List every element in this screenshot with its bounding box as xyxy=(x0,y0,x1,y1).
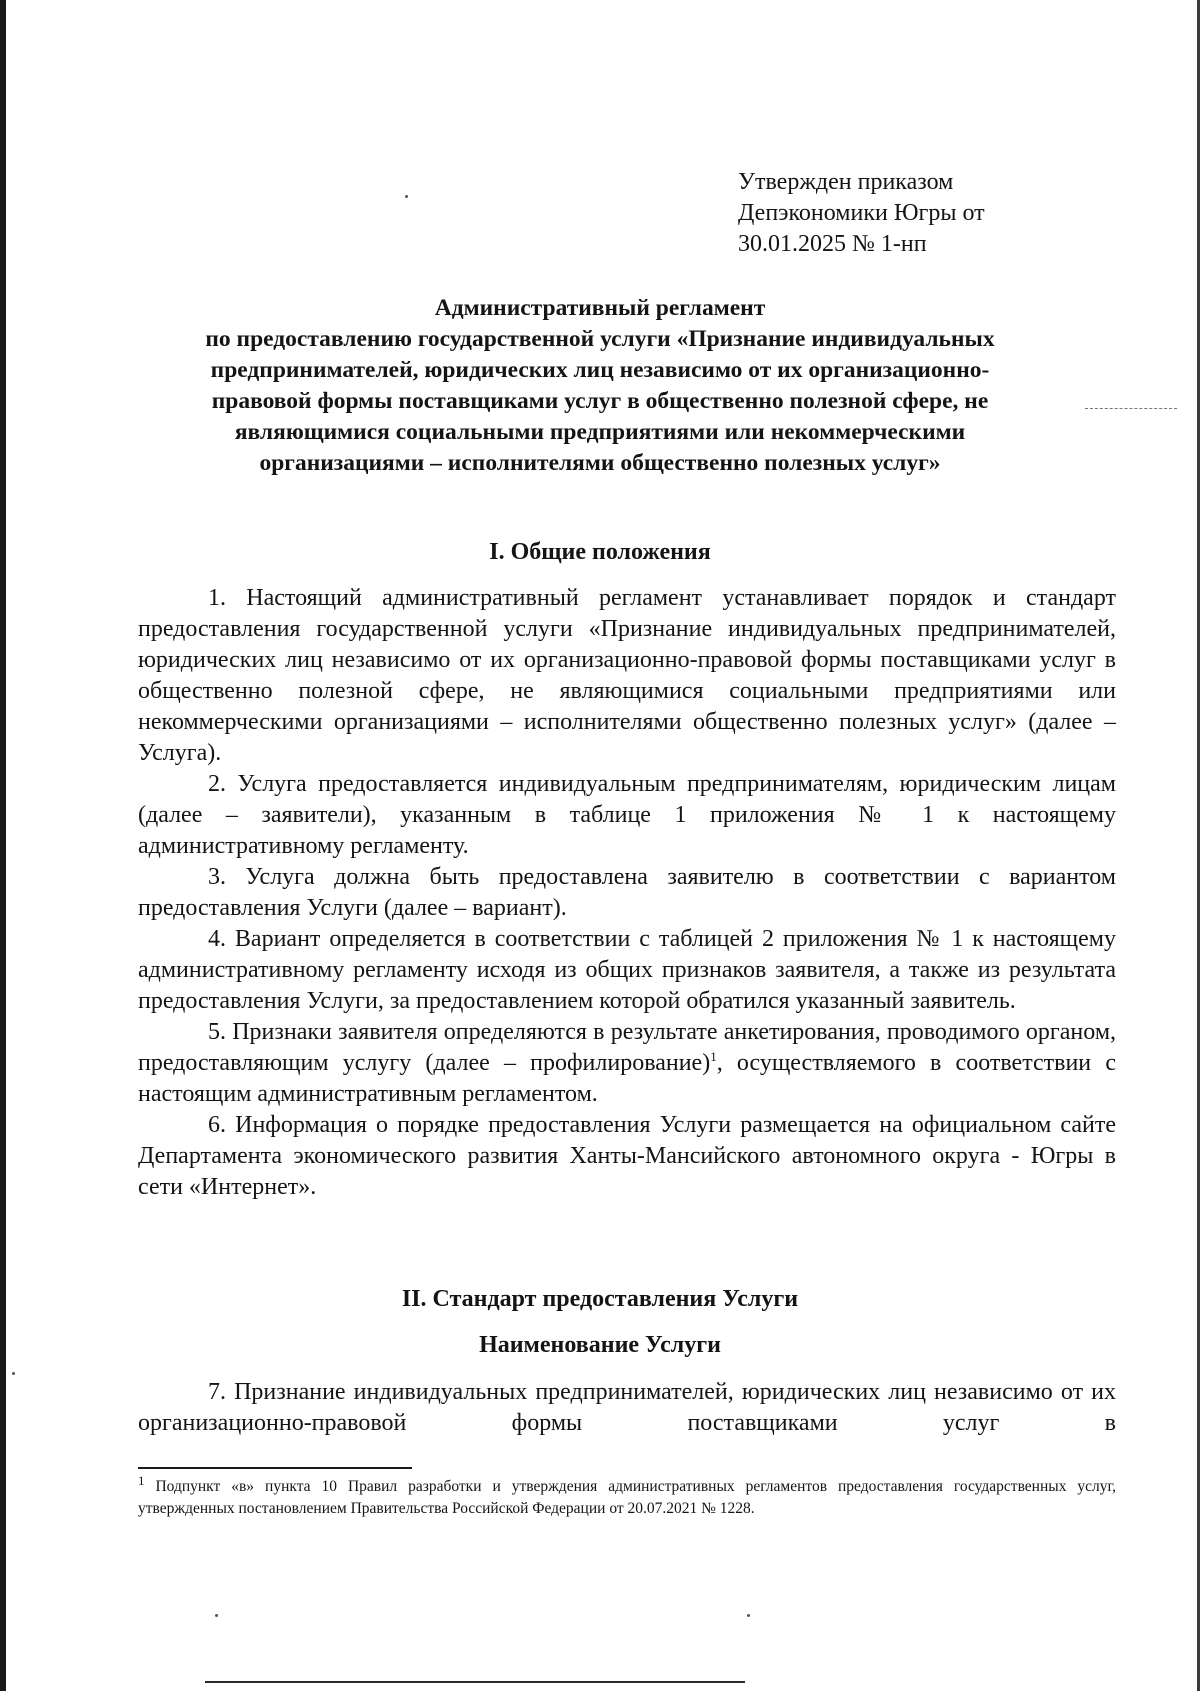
scan-speck xyxy=(747,1614,750,1617)
footnote-ref: 1 xyxy=(710,1049,717,1064)
footnote-body: Подпункт «в» пункта 10 Правил разработки и утверждения административных регламентов предоставления государственных услуг, утвержденных постановлением Правительства Российской Федерации от 20.07.2021 № 1228. xyxy=(138,1478,1116,1517)
paragraph: 6. Информация о порядке предоставления Услуги размещается на официальном сайте Департамента экономического развития Ханты-Мансийского автономного округа - Югры в сети «Интернет». xyxy=(138,1112,1116,1200)
approval-stamp xyxy=(738,167,1068,260)
section-heading-standard: II. Стандарт предоставления Услуги xyxy=(401,1286,799,1312)
paragraph xyxy=(138,1017,1116,1110)
paragraph-text: 5. Признаки заявителя определяются в результате анкетирования, проводимого органом, предоставляющим услугу (далее – профилирование) xyxy=(138,1019,1116,1076)
title-line: Административный регламент xyxy=(434,295,766,321)
title-line: являющимися социальными предприятиями или некоммерческими xyxy=(234,419,966,445)
approval-line: 30.01.2025 № 1-нп xyxy=(738,231,927,257)
title-line: по предоставлению государственной услуги «Признание индивидуальных xyxy=(205,326,995,352)
paragraph-text: , осуществляемого в соответствии с настоящим административным регламентом. xyxy=(138,1050,1116,1107)
paragraph: 7. Признание индивидуальных предпринимателей, юридических лиц независимо от их организационно-правовой формы поставщиками услуг в xyxy=(138,1379,1116,1436)
scan-speck xyxy=(215,1614,218,1617)
title-line: правовой формы поставщиками услуг в общественно полезной сфере, не xyxy=(211,388,989,414)
footnote xyxy=(138,1472,1116,1520)
approval-line: Депэкономики Югры от xyxy=(738,200,985,226)
scan-edge-left xyxy=(0,0,6,1691)
paragraph: 4. Вариант определяется в соответствии с таблицей 2 приложения № 1 к настоящему административному регламенту исходя из общих признаков заявителя, а также из результата предоставления Услуги, за предоставлением которой обратился указанный заявитель. xyxy=(138,926,1116,1014)
paragraph: 1. Настоящий административный регламент устанавливает порядок и стандарт предоставления государственной услуги «Признание индивидуальных предпринимателей, юридических лиц независимо от их организационно-правовой формы поставщиками услуг в общественно полезной сфере, не являющимися социальными предприятиями или некоммерческими организациями – исполнителями общественно полезных услуг» (далее – Услуга). xyxy=(138,585,1116,766)
subsection-heading: Наименование Услуги xyxy=(479,1332,721,1358)
title-line: предпринимателей, юридических лиц независимо от их организационно- xyxy=(210,357,990,383)
title-line: организациями – исполнителями общественно полезных услуг» xyxy=(259,450,941,476)
section-heading-general: I. Общие положения xyxy=(489,539,711,565)
section-body-general xyxy=(138,583,1116,1203)
scan-speck xyxy=(12,1372,15,1375)
footnote-separator xyxy=(138,1467,412,1469)
scan-artifact xyxy=(205,1681,745,1683)
footnote-marker: 1 xyxy=(138,1472,145,1488)
paragraph: 2. Услуга предоставляется индивидуальным предпринимателям, юридическим лицам (далее – заявители), указанным в таблице 1 приложения № 1 к настоящему административному регламенту. xyxy=(138,771,1116,859)
paragraph: 3. Услуга должна быть предоставлена заявителю в соответствии с вариантом предоставления Услуги (далее – вариант). xyxy=(138,864,1116,921)
approval-line: Утвержден приказом xyxy=(738,169,954,195)
scan-artifact xyxy=(1085,408,1177,409)
document-title xyxy=(130,293,1070,479)
scan-speck xyxy=(405,195,408,198)
footnote-text xyxy=(138,1472,1116,1520)
section-body-standard xyxy=(138,1377,1116,1439)
